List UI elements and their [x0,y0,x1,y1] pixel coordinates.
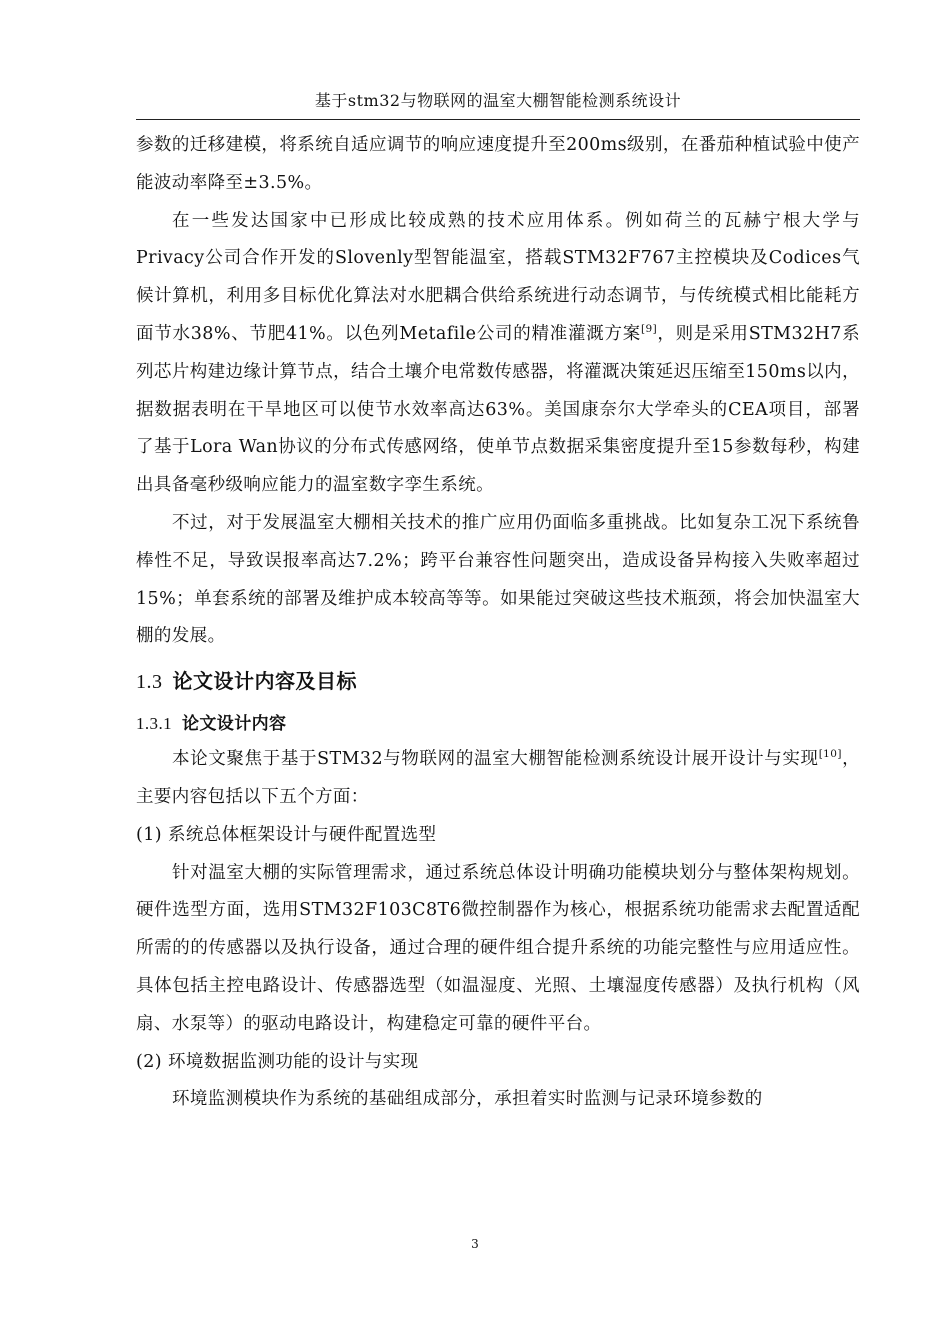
paragraph-text: ，则是采用STM32H7系列芯片构建边缘计算节点，结合土壤介电常数传感器，将灌溉决策延迟压缩至150ms以内，据数据表明在干旱地区可以使节水效率高达63%。美国康奈尔大学牵头的CEA项目，部署了基于Lora Wan协议的分布式传感网络，使单节点数据采集密度提升至15参数每秒，构建出具备毫秒级响应能力的温室数字孪生系统。 [136,323,860,496]
running-header: 基于stm32与物联网的温室大棚智能检测系统设计 [314,91,682,110]
paragraph-continued: 参数的迁移建模，将系统自适应调节的响应速度提升至200ms级别，在番茄种植试验中使产能波动率降至±3.5%。 [136,135,860,193]
page-number: 3 [471,1237,479,1251]
page-body [136,127,860,1119]
subsection-heading [136,709,860,739]
paragraph-hardware: 针对温室大棚的实际管理需求，通过系统总体设计明确功能模块划分与整体架构规划。硬件选型方面，选用STM32F103C8T6微控制器作为核心，根据系统功能需求去配置适配所需的的传感器以及执行设备，通过合理的硬件组合提升系统的功能完整性与应用适应性。具体包括主控电路设计、传感器选型（如温湿度、光照、土壤湿度传感器）及执行机构（风扇、水泵等）的驱动电路设计，构建稳定可靠的硬件平台。 [136,862,860,1034]
section-number: 1.3 [136,671,163,694]
header-rule [136,119,860,120]
citation-ref: [9] [641,323,658,336]
paragraph-monitoring: 环境监测模块作为系统的基础组成部分，承担着实时监测与记录环境参数的 [172,1089,763,1110]
section-title: 论文设计内容及目标 [172,669,357,694]
list-item-1: (1) 系统总体框架设计与硬件配置选型 [136,824,437,845]
list-item-2: (2) 环境数据监测功能的设计与实现 [136,1051,419,1072]
paragraph-intro [136,741,860,817]
citation-ref: [10] [818,748,842,761]
paragraph-text: 在一些发达国家中已形成比较成熟的技术应用体系。例如荷兰的瓦赫宁根大学与Privacy公司合作开发的Slovenly型智能温室，搭载STM32F767主控模块及Codices气候计算机，利用多目标优化算法对水肥耦合供给系统进行动态调节，与传统模式相比能耗方面节水38%、节肥41%。以色列Metafile公司的精准灌溉方案 [136,210,860,344]
paragraph-challenges: 不过，对于发展温室大棚相关技术的推广应用仍面临多重挑战。比如复杂工况下系统鲁棒性不足，导致误报率高达7.2%；跨平台兼容性问题突出，造成设备异构接入失败率超过15%；单套系统的部署及维护成本较高等等。如果能过突破这些技术瓶颈，将会加快温室大棚的发展。 [136,512,860,647]
paragraph-text: 本论文聚焦于基于STM32与物联网的温室大棚智能检测系统设计展开设计与实现 [172,749,819,770]
section-heading [136,666,860,697]
subsection-number: 1.3.1 [136,714,172,734]
paragraph-text: ，主要内容包括以下五个方面： [136,749,860,807]
subsection-title: 论文设计内容 [182,714,287,735]
paragraph-developed-countries [136,203,860,505]
